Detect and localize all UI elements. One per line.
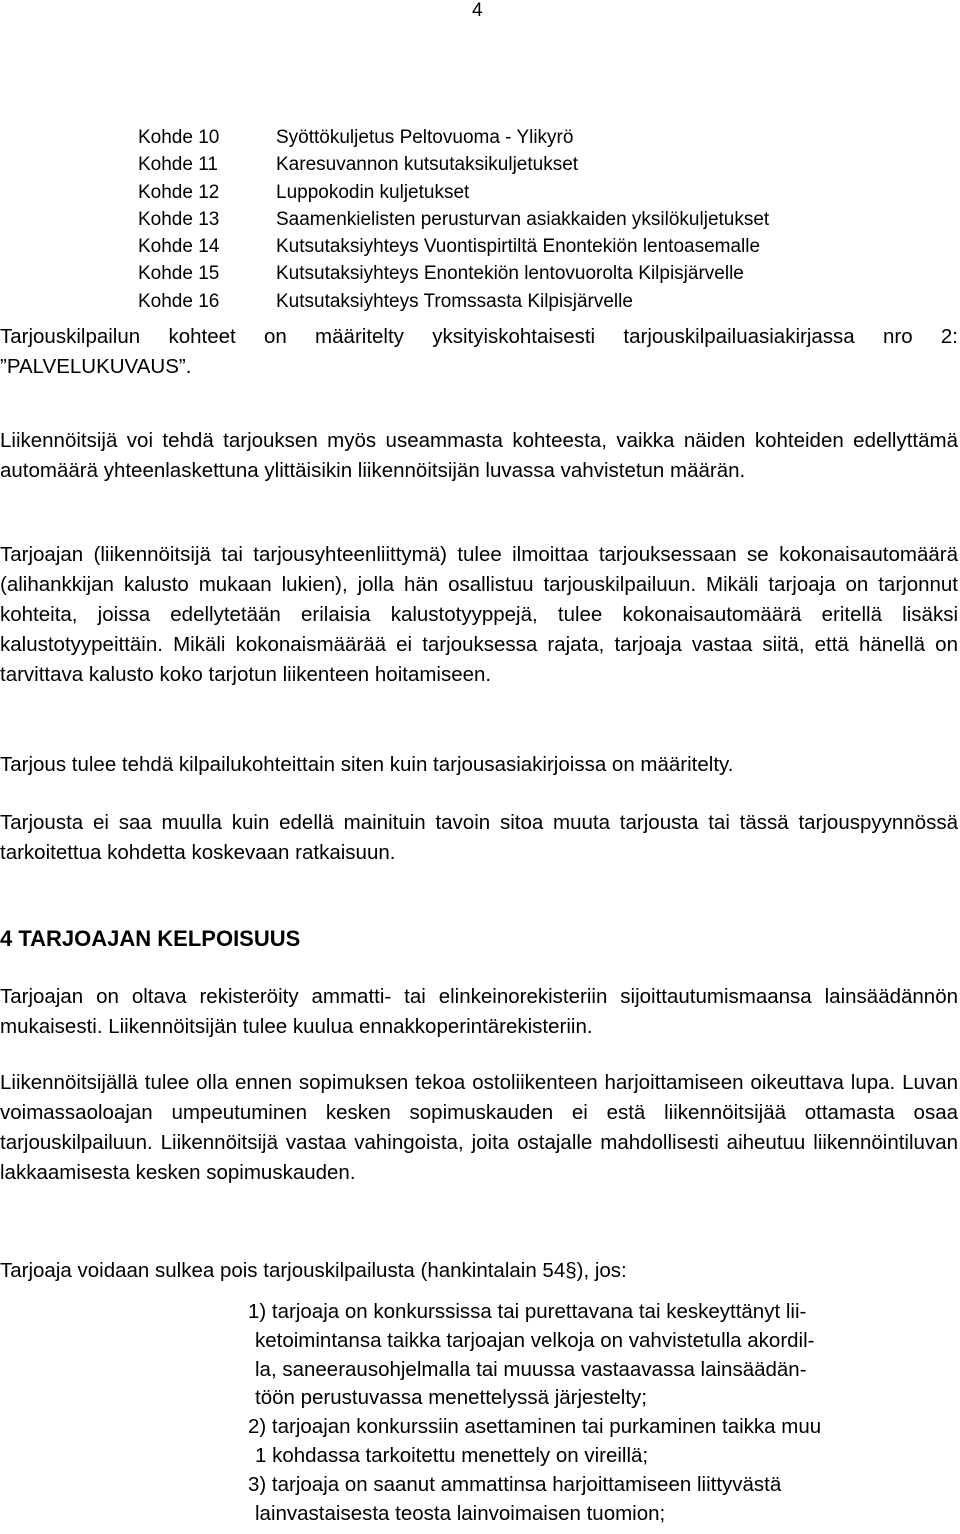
list-line: la, saneerausohjelmalla tai muussa vastaavassa lainsäädän- bbox=[255, 1357, 807, 1381]
kohde-row bbox=[138, 288, 769, 315]
paragraph-kokonaisautomaara: Tarjoajan (liikennöitsijä tai tarjousyhteenliittymä) tulee ilmoittaa tarjouksessaan se kokonaisautomäärä (alihankkijan kalusto mukaan lukien), jolla hän osallistuu tarjouskilpailuun. Mikäli tarjoaja on tarjonnut kohteita, joissa edellytetään erilaisia kalustotyyppejä, tulee kokonaisautomäärä eritellä lisäksi kalustotyypeittäin. Mikäli kokonaismäärää ei tarjouksessa rajata, tarjoaja vastaa siitä, että hänellä on tarvittava kalusto koko tarjotun liikenteen hoitamiseen. bbox=[0, 543, 958, 686]
section-heading: 4 TARJOAJAN KELPOISUUS bbox=[0, 926, 301, 951]
kohde-label: Kohde 15 bbox=[138, 263, 220, 285]
kohde-label: Kohde 12 bbox=[138, 181, 220, 203]
kohde-row bbox=[138, 260, 769, 287]
kohde-row bbox=[138, 233, 769, 260]
paragraph-lupa: Liikennöitsijällä tulee olla ennen sopimuksen tekoa ostoliikenteen harjoittamiseen oikeuttava lupa. Luvan voimassaoloajan umpeutuminen kesken sopimuskauden ei estä liikennöitsijää ottamasta osaa tarjouskilpailuun. Liikennöitsijä vastaa vahingoista, joita ostajalle mahdollisesti aiheutuu liikennöintiluvan lakkaamisesta kesken sopimuskauden. bbox=[0, 1071, 958, 1184]
exclusion-list bbox=[248, 1298, 958, 1528]
list-line: 3) tarjoaja on saanut ammattinsa harjoittamiseen liittyvästä bbox=[248, 1472, 782, 1496]
kohde-text: Luppokodin kuljetukset bbox=[276, 181, 470, 203]
kohde-label: Kohde 10 bbox=[138, 127, 220, 148]
kohde-label: Kohde 16 bbox=[138, 290, 220, 312]
page-number: 4 bbox=[472, 0, 483, 21]
kohde-label: Kohde 11 bbox=[138, 154, 218, 176]
list-line: ketoimintansa taikka tarjoajan velkoja on vahvistetulla akordil- bbox=[255, 1328, 815, 1352]
kohde-row bbox=[138, 179, 769, 206]
paragraph-poissulkeminen: Tarjoaja voidaan sulkea pois tarjouskilpailusta (hankintalain 54§), jos: bbox=[0, 1259, 627, 1282]
kohde-list bbox=[138, 124, 769, 315]
list-line: 1 kohdassa tarkoitettu menettely on vireillä; bbox=[255, 1443, 649, 1467]
kohde-text: Kutsutaksiyhteys Vuontispirtiltä Enontekiön lentoasemalle bbox=[276, 236, 761, 258]
list-line: lainvastaisesta teosta lainvoimaisen tuomion; bbox=[255, 1501, 666, 1525]
list-line: 1) tarjoaja on konkurssissa tai purettavana tai keskeyttänyt lii- bbox=[248, 1300, 807, 1323]
paragraph-kohteet-maaritelty: Tarjouskilpailun kohteet on määritelty yksityiskohtaisesti tarjouskilpailuasiakirjassa nro 2: ”PALVELUKUVAUS”. bbox=[0, 325, 958, 378]
kohde-text: Kutsutaksiyhteys Tromssasta Kilpisjärvelle bbox=[276, 290, 633, 312]
paragraph-kilpailukohteittain: Tarjous tulee tehdä kilpailukohteittain siten kuin tarjousasiakirjoissa on määritelty. bbox=[0, 753, 734, 776]
paragraph-rekisteri: Tarjoajan on oltava rekisteröity ammatti- tai elinkeinorekisteriin sijoittautumismaansa lainsäädännön mukaisesti. Liikennöitsijän tulee kuulua ennakkoperintärekisteriin. bbox=[0, 985, 958, 1038]
kohde-text: Syöttökuljetus Peltovuoma - Ylikyrö bbox=[276, 127, 574, 148]
kohde-label: Kohde 14 bbox=[138, 236, 220, 258]
paragraph-sitominen: Tarjousta ei saa muulla kuin edellä mainituin tavoin sitoa muuta tarjousta tai tässä tarjouspyynnössä tarkoitettua kohdetta koskevaan ratkaisuun. bbox=[0, 811, 958, 864]
kohde-row bbox=[138, 151, 769, 178]
paragraph-useampi-kohde: Liikennöitsijä voi tehdä tarjouksen myös useammasta kohteesta, vaikka näiden kohteiden edellyttämä automäärä yhteenlaskettuna ylittäisikin liikennöitsijän luvassa vahvistetun määrän. bbox=[0, 429, 958, 482]
kohde-text: Kutsutaksiyhteys Enontekiön lentovuorolta Kilpisjärvelle bbox=[276, 263, 744, 285]
kohde-text: Saamenkielisten perusturvan asiakkaiden yksilökuljetukset bbox=[276, 208, 770, 230]
kohde-label: Kohde 13 bbox=[138, 208, 220, 230]
list-line: 2) tarjoajan konkurssiin asettaminen tai purkaminen taikka muu bbox=[248, 1415, 822, 1439]
kohde-row bbox=[138, 206, 769, 233]
list-line: töön perustuvassa menettelyssä järjestelty; bbox=[255, 1386, 647, 1410]
kohde-row bbox=[138, 124, 769, 151]
kohde-text: Karesuvannon kutsutaksikuljetukset bbox=[276, 154, 579, 176]
